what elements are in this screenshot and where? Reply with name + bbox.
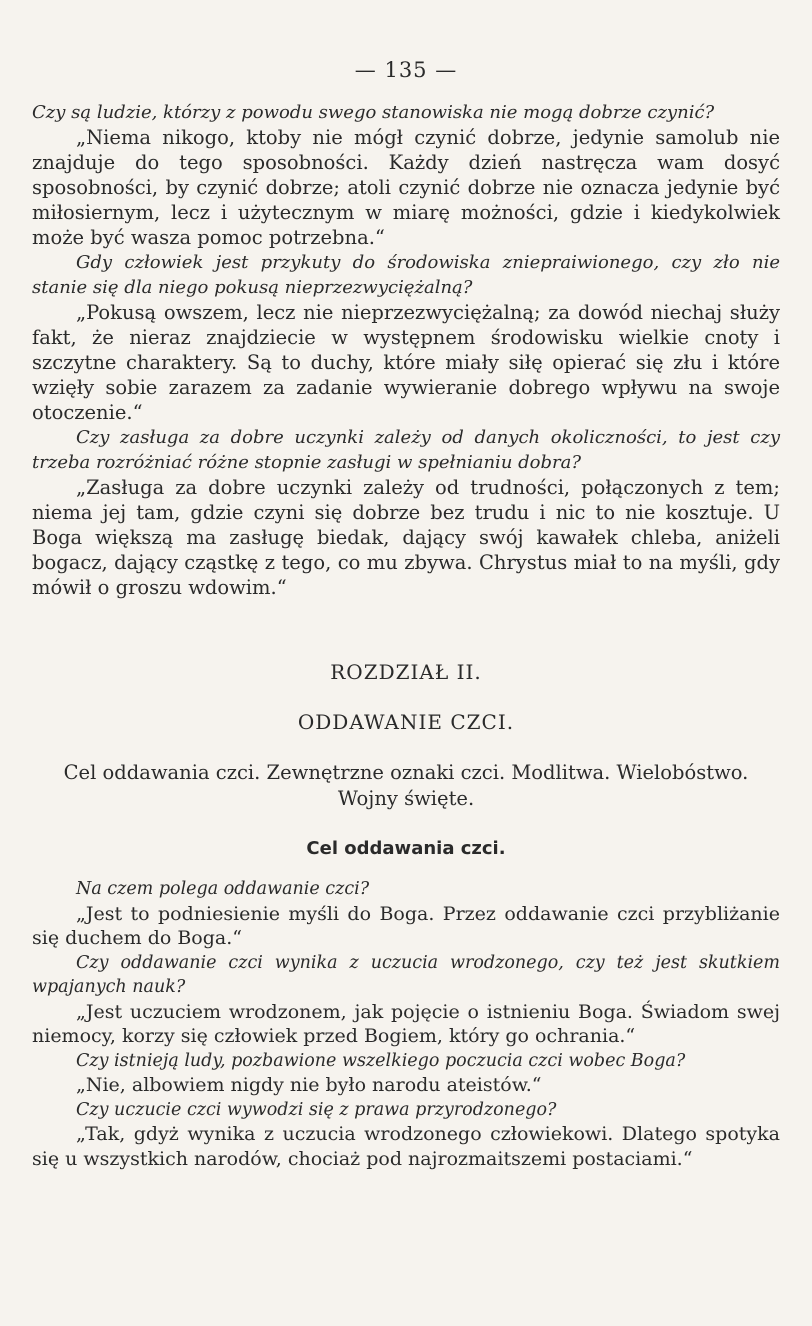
answer-paragraph: „Jest to podniesienie myśli do Boga. Przez oddawanie czci przybliżanie się duchem do Boga.“ — [32, 902, 780, 949]
answer-paragraph: „Jest uczuciem wrodzonem, jak pojęcie o istnieniu Boga. Świadom swej niemocy, korzy się człowiek przed Bogiem, który go ochrania.“ — [32, 1000, 780, 1047]
question-paragraph: Czy są ludzie, którzy z powodu swego stanowiska nie mogą dobrze czynić? — [32, 102, 715, 123]
summary-line: Wojny święte. — [337, 787, 475, 810]
top-qa-section — [32, 100, 780, 600]
question-paragraph: Czy uczucie czci wywodzi się z prawa przyrodzonego? — [76, 1099, 557, 1120]
page-number: — 135 — — [354, 58, 458, 82]
summary-line: Cel oddawania czci. Zewnętrzne oznaki czci. Modlitwa. Wielobóstwo. — [63, 761, 749, 784]
section-title: Cel oddawania czci. — [306, 838, 506, 859]
answer-paragraph: „Tak, gdyż wynika z uczucia wrodzonego człowiekowi. Dlatego spotyka się u wszystkich narodów, chociaż pod najrozmaitszemi postaciami.“ — [32, 1123, 780, 1170]
question-paragraph: Czy istnieją ludy, pozbawione wszelkiego poczucia czci wobec Boga? — [76, 1050, 686, 1071]
chapter-summary — [32, 760, 780, 812]
question-paragraph: Na czem polega oddawanie czci? — [76, 879, 370, 899]
answer-paragraph: „Zasługa za dobre uczynki zależy od trudności, połączonych z tem; niema jej tam, gdzie czyni się dobrze bez trudu i nic to nie kosztuje. U Boga większą ma zasługę biedak, dający swój kawałek chleba, aniżeli bogacz, dający cząstkę z tego, co mu zbywa. Chrystus miał to na myśli, gdy mówił o groszu wdowim.“ — [32, 476, 780, 599]
answer-paragraph: „Niema nikogo, ktoby nie mógł czynić dobrze, jedynie samolub nie znajduje do tego sposobności. Każdy dzień nastręcza wam dosyć sposobności, by czynić dobrze; atoli czynić dobrze nie oznacza jedynie być miłosiernym, lecz i użytecznym w miarę możności, gdzie i kiedykolwiek może być wasza pomoc potrzebna.“ — [32, 126, 780, 249]
answer-paragraph: „Pokusą owszem, lecz nie nieprzezwyciężalną; za dowód niechaj służy fakt, że nieraz znajdziecie w występnem środowisku wielkie cnoty i szczytne charaktery. Są to duchy, które miały siłę opierać się złu i które wzięły sobie zarazem za zadanie wywieranie dobrego wpływu na swoje otoczenie.“ — [32, 301, 780, 424]
chapter-heading: ROZDZIAŁ II. — [330, 660, 482, 684]
question-paragraph: Czy zasługa za dobre uczynki zależy od danych okoliczności, to jest czy trzeba rozróżniać różne stopnie zasługi w spełnianiu dobra? — [32, 427, 780, 473]
section-qa — [32, 877, 780, 1171]
chapter-title: ODDAWANIE CZCI. — [297, 710, 515, 734]
answer-paragraph: „Nie, albowiem nigdy nie było narodu ateistów.“ — [76, 1074, 542, 1096]
question-paragraph: Czy oddawanie czci wynika z uczucia wrodzonego, czy też jest skutkiem wpajanych nauk? — [32, 952, 780, 997]
page-content — [32, 100, 780, 1171]
question-paragraph: Gdy człowiek jest przykuty do środowiska zniepraiwionego, czy zło nie stanie się dla niego pokusą nieprzezwyciężalną? — [32, 252, 780, 298]
